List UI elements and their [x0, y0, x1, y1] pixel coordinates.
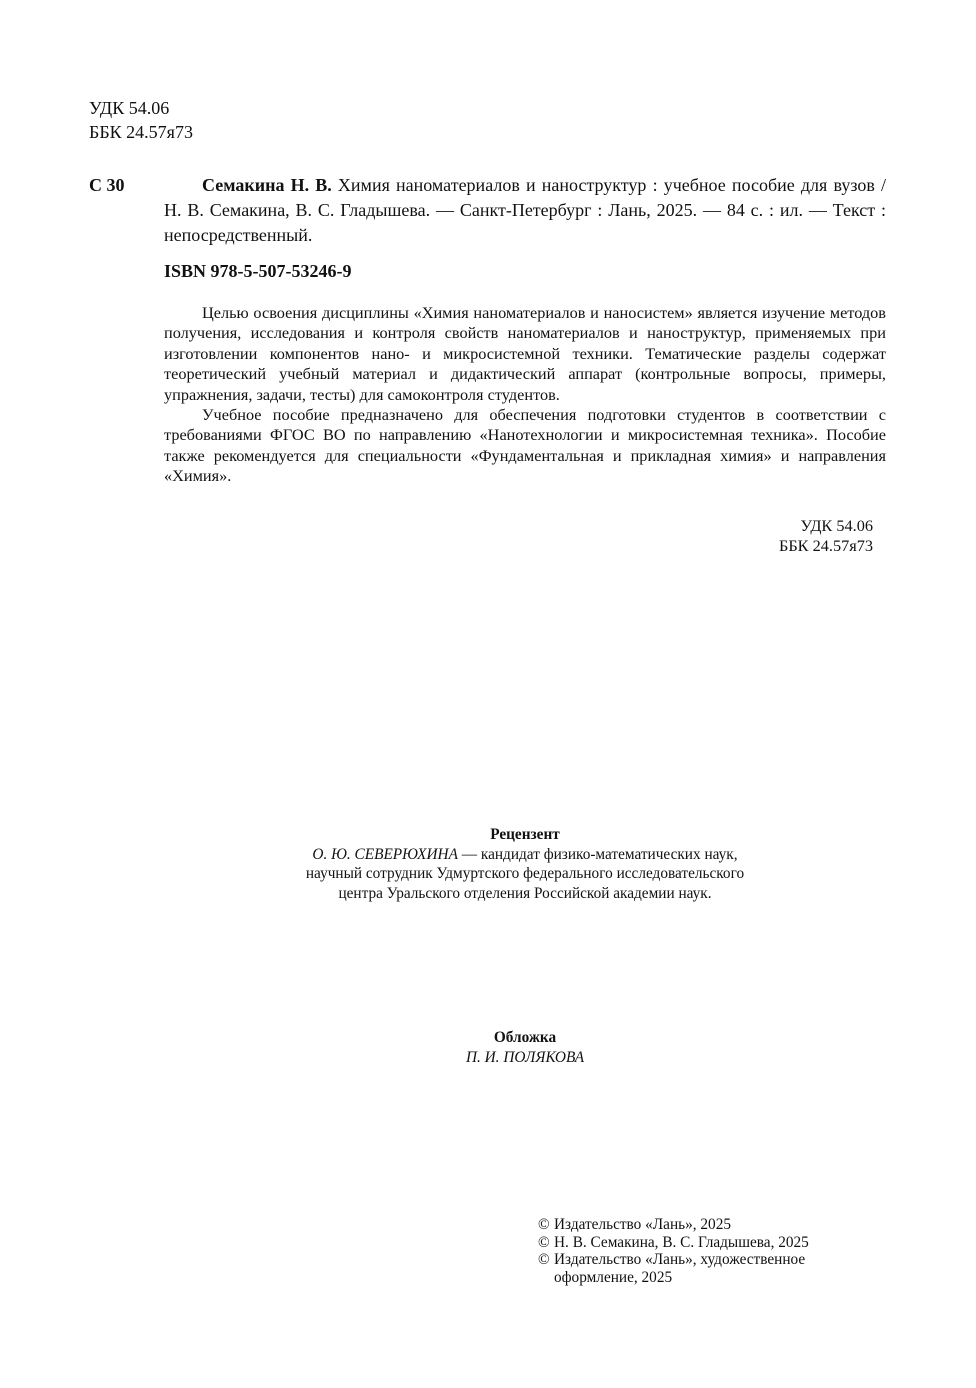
classification-block-top — [89, 96, 193, 144]
reviewer-name: О. Ю. СЕВЕРЮХИНА — [312, 845, 458, 863]
isbn: ISBN 978-5-507-53246-9 — [164, 261, 352, 281]
annotation-paragraph: Целью освоения дисциплины «Химия наноматериалов и наносистем» является изучение методов получения, исследования и контроля свойств наноматериалов и наноструктур, применяемых при изготовлении компонентов нано- и микросистемной техники. Тематические разделы содержат теоретический учебный материал и дидактический аппарат (контрольные вопросы, примеры, упражнения, задачи, тесты) для самоконтроля студентов. — [164, 303, 886, 404]
bbk-code: ББК 24.57я73 — [778, 536, 873, 556]
udk-code: УДК 54.06 — [800, 516, 873, 535]
reviewer-degree: — кандидат физико-математических наук, — [457, 845, 738, 863]
bibliographic-entry — [164, 173, 886, 248]
copyright-icon: © — [538, 1251, 550, 1268]
copyright-block — [538, 1216, 848, 1286]
copyright-icon: © — [538, 1216, 550, 1233]
classification-block-bottom — [700, 516, 873, 557]
annotation-paragraph: Учебное пособие предназначено для обеспечения подготовки студентов в соответствии с требованиями ФГОС ВО по направлению «Нанотехнологии и микросистемная техника». Пособие также рекомендуется для специальности «Фундаментальная и прикладная химия» и направления «Химия». — [164, 405, 886, 486]
cover-credit-block — [350, 1028, 700, 1067]
entry-author: Семакина Н. В. — [202, 175, 332, 195]
reviewer-line-3: центра Уральского отделения Российской академии наук. — [338, 884, 712, 902]
copyright-icon: © — [538, 1233, 550, 1251]
reviewer-line-1 — [200, 845, 850, 865]
reviewer-block — [200, 825, 850, 903]
annotation — [164, 303, 886, 487]
reviewer-line-2: научный сотрудник Удмуртского федерального исследовательского — [305, 865, 745, 882]
udk-code: УДК 54.06 — [89, 98, 170, 118]
cover-heading: Обложка — [493, 1029, 557, 1046]
copyright-line: © Издательство «Лань», 2025 — [538, 1216, 732, 1233]
copyright-line: © Издательство «Лань», художественное оформление, 2025 — [538, 1251, 806, 1286]
bbk-code: ББК 24.57я73 — [89, 122, 193, 142]
cover-designer-name: П. И. ПОЛЯКОВА — [465, 1048, 585, 1066]
reviewer-heading: Рецензент — [490, 826, 560, 843]
copyright-line: © Н. В. Семакина, В. С. Гладышева, 2025 — [538, 1233, 809, 1251]
entry-description: Химия наноматериалов и наноструктур : учебное пособие для вузов / Н. В. Семакина, В. С. Гладышева. — Санкт-Петербург : Лань, 2025. — 84 с. : ил. — Текст : непосредственный. — [164, 175, 887, 245]
author-mark: С 30 — [89, 175, 125, 195]
